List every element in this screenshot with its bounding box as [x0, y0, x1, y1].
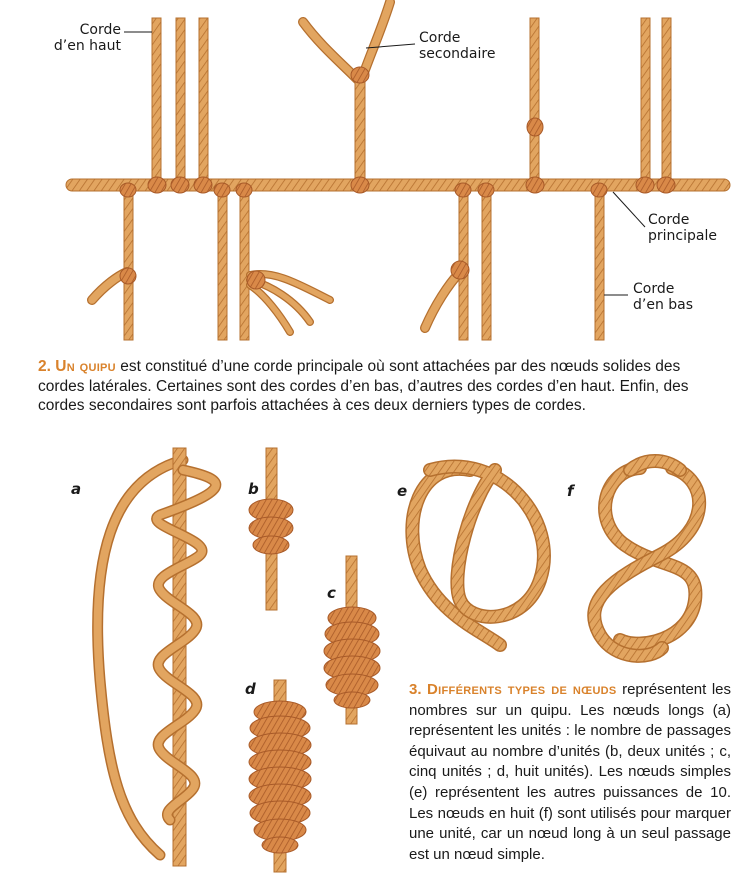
label-secondary-line1: Corde	[419, 30, 461, 46]
label-top-cord-line1: Corde	[79, 22, 121, 38]
top-cords-left	[152, 18, 208, 183]
knot-f-figure-eight	[594, 461, 699, 656]
caption-3-number: 3.	[409, 681, 422, 698]
caption-3-heading: Différents types de nœuds	[427, 681, 617, 698]
knot-a-long	[98, 448, 216, 866]
secondary-cord-top	[303, 2, 390, 184]
label-main-cord	[648, 212, 717, 244]
label-main-line2: principale	[648, 228, 717, 244]
knot-b	[249, 448, 293, 610]
label-bottom-cord	[633, 281, 693, 313]
main-cord	[66, 177, 730, 193]
letter-e: e	[397, 482, 408, 500]
label-secondary-cord	[419, 30, 495, 62]
caption-2-heading: Un quipu	[55, 358, 116, 375]
letter-f: f	[567, 482, 574, 500]
letter-a: a	[71, 480, 82, 498]
knot-d	[249, 680, 311, 872]
caption-3-text: représentent les nombres sur un quipu. Les nœuds longs (a) représentent les unités : le nombre de passages équivaut au nombre d’unités (b, deux unités ; c, cinq unités ; d, huit unités). Les nœuds simples (e) représentent les autres puissances de 10. Les nœuds en huit (f) sont utilisés pour marquer une unité, car un nœud long à un seul passage est un nœud simple.	[409, 681, 732, 863]
label-main-line1: Corde	[648, 212, 690, 228]
letter-b: b	[248, 480, 259, 498]
letter-d: d	[245, 680, 256, 698]
label-top-cord-line2: d’en haut	[53, 38, 121, 54]
top-cord-knotted	[527, 18, 543, 183]
top-cords-right	[641, 18, 671, 183]
caption-figure-2	[38, 357, 728, 416]
caption-figure-3	[409, 680, 731, 865]
letter-c: c	[327, 584, 336, 602]
caption-2-text: est constitué d’une corde principale où sont attachées par des nœuds solides des cordes latérales. Certaines sont des cordes d’en bas, d’autres des cordes d’en haut. Enfin, des cordes secondaires sont parfois attachées à ces deux derniers types de cordes.	[38, 358, 689, 414]
label-secondary-line2: secondaire	[419, 46, 496, 62]
caption-2-number: 2.	[38, 358, 51, 375]
knot-c	[324, 556, 380, 724]
knot-e-simple	[412, 467, 544, 645]
label-bottom-line2: d’en bas	[633, 297, 694, 313]
quipu-figure	[66, 2, 730, 340]
bottom-cords	[92, 183, 607, 340]
label-top-cord	[53, 22, 121, 54]
label-bottom-line1: Corde	[633, 281, 675, 297]
